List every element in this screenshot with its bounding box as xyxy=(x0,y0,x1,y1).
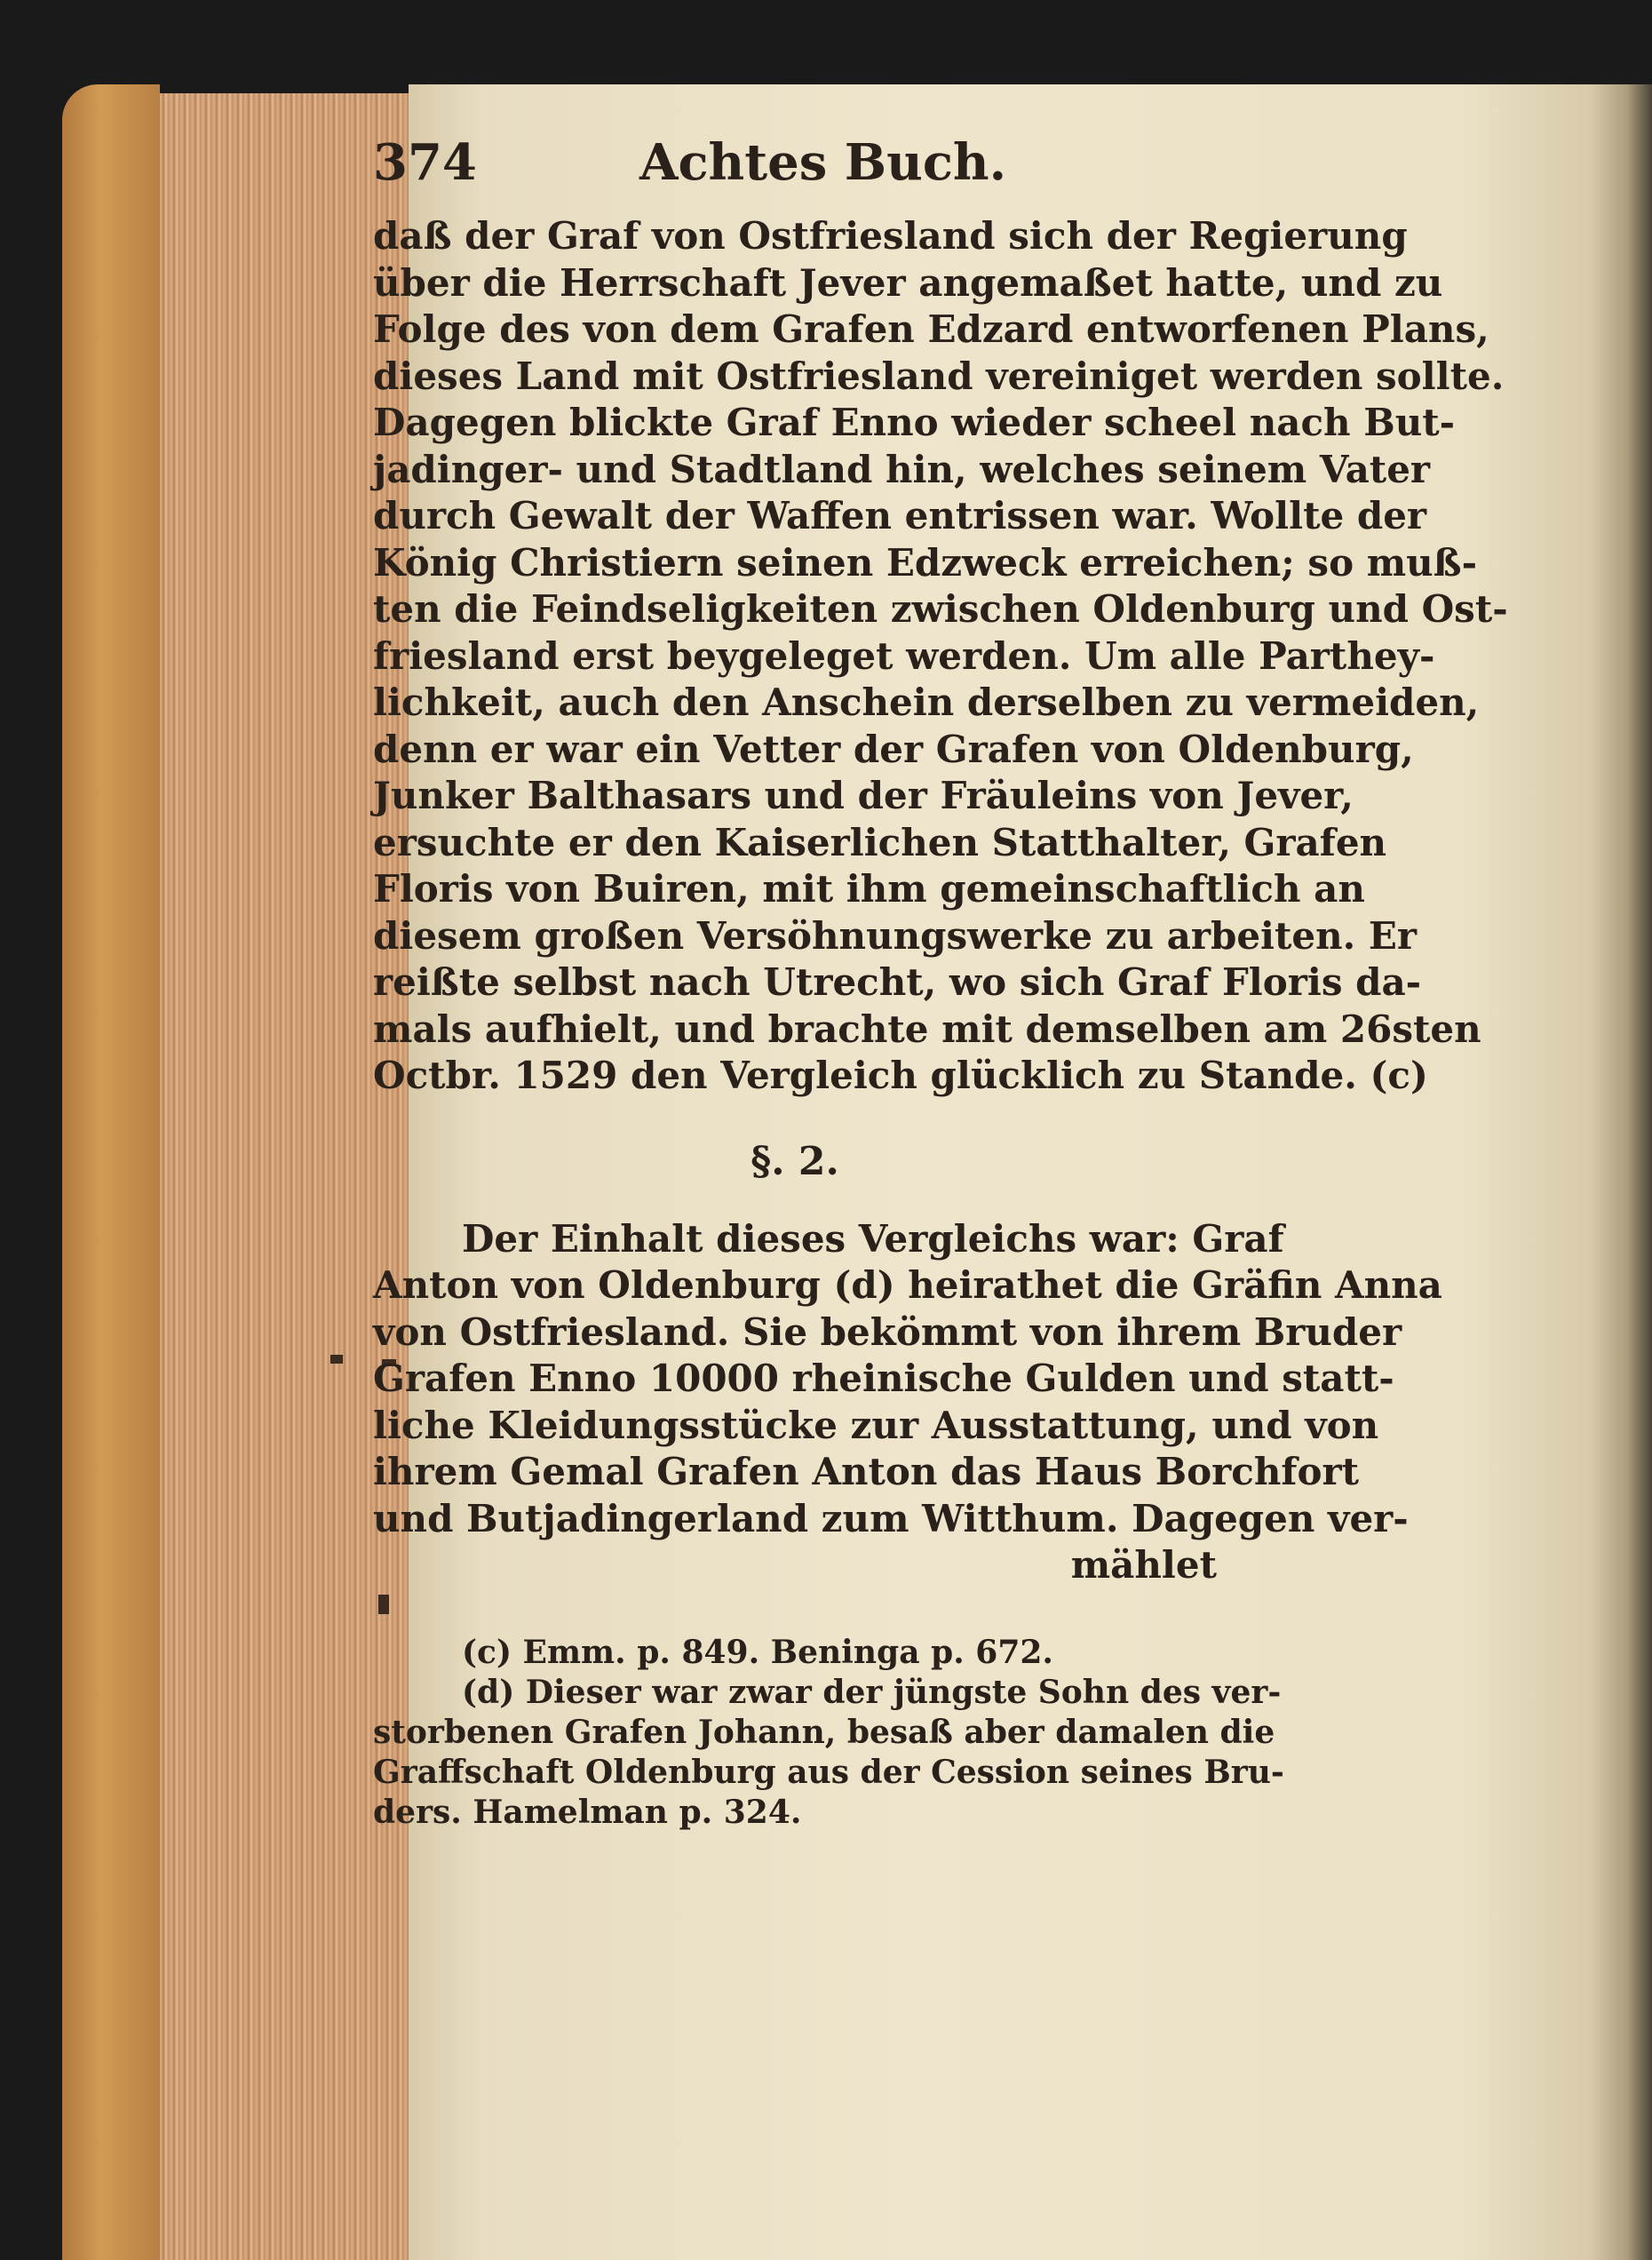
footnote-c: (c) Emm. p. 849. Beninga p. 672. xyxy=(462,1634,1053,1671)
footnotes xyxy=(373,1633,1284,1833)
text-line: diesem großen Versöhnungswerke zu arbeiten. Er xyxy=(373,913,1418,958)
text-line: und Butjadingerland zum Witthum. Dagegen ver- xyxy=(373,1496,1409,1540)
footnote-d-line: Graffschaft Oldenburg aus der Cession seines Bru- xyxy=(373,1754,1284,1791)
text-line: denn er war ein Vetter der Grafen von Oldenburg, xyxy=(373,727,1414,771)
text-line: daß der Graf von Ostfriesland sich der Regierung xyxy=(373,214,1408,258)
text-line: Floris von Buiren, mit ihm gemeinschaftlich an xyxy=(373,867,1365,911)
edge-mark xyxy=(330,1355,343,1364)
text-line: lichkeit, auch den Anschein derselben zu vermeiden, xyxy=(373,680,1480,724)
text-line: König Christiern seinen Edzweck erreichen; so muß- xyxy=(373,540,1478,585)
text-line: jadinger- und Stadtland hin, welches seinem Vater xyxy=(373,447,1431,491)
text-line: liche Kleidungsstücke zur Ausstattung, und von xyxy=(373,1403,1379,1447)
text-line: von Ostfriesland. Sie bekömmt von ihrem Bruder xyxy=(373,1309,1402,1354)
footnote-d-line: (d) Dieser war zwar der jüngste Sohn des ver- xyxy=(462,1674,1282,1711)
page-gutter xyxy=(1590,84,1652,2260)
text-line: ihrem Gemal Grafen Anton das Haus Borchfort xyxy=(373,1450,1359,1493)
section-heading: §. 2. xyxy=(751,1138,839,1184)
text-line: über die Herrschaft Jever angemaßet hatte, und zu xyxy=(373,260,1443,305)
footnote-d-line: ders. Hamelman p. 324. xyxy=(373,1794,802,1831)
text-line: dieses Land mit Ostfriesland vereiniget werden sollte. xyxy=(373,354,1505,398)
text-line: Anton von Oldenburg (d) heirathet die Gräfin Anna xyxy=(373,1263,1442,1307)
paragraph-2 xyxy=(373,1216,1442,1543)
text-line: Octbr. 1529 den Vergleich glücklich zu Stande. (c) xyxy=(373,1054,1428,1097)
paragraph-1 xyxy=(373,213,1508,1100)
text-line: ten die Feindseligkeiten zwischen Oldenburg und Ost- xyxy=(373,587,1508,631)
text-line: Folge des von dem Grafen Edzard entworfenen Plans, xyxy=(373,307,1489,351)
text-line: durch Gewalt der Waffen entrissen war. Wollte der xyxy=(373,494,1427,537)
cover-edge xyxy=(62,84,160,2260)
text-line: Grafen Enno 10000 rheinische Gulden und statt- xyxy=(373,1357,1394,1400)
text-line: Der Einhalt dieses Vergleichs war: Graf xyxy=(462,1216,1284,1261)
page-content xyxy=(373,133,1508,1833)
text-line: ersuchte er den Kaiserlichen Statthalter, Grafen xyxy=(373,820,1387,864)
footnote-d-line: storbenen Grafen Johann, besaß aber damalen die xyxy=(373,1714,1275,1751)
text-line: friesland erst beygeleget werden. Um alle Parthey- xyxy=(373,633,1435,678)
text-line: Junker Balthasars und der Fräuleins von Jever, xyxy=(373,774,1354,817)
catchword: mählet xyxy=(1070,1543,1217,1587)
running-title: Achtes Buch. xyxy=(639,133,1007,192)
text-line: Dagegen blickte Graf Enno wieder scheel nach But- xyxy=(373,401,1456,444)
text-line: reißte selbst nach Utrecht, wo sich Graf Floris da- xyxy=(373,960,1422,1004)
page-number: 374 xyxy=(373,133,477,192)
page-header xyxy=(373,133,1217,213)
text-line: mals aufhielt, und brachte mit demselben am 26sten xyxy=(373,1007,1481,1051)
